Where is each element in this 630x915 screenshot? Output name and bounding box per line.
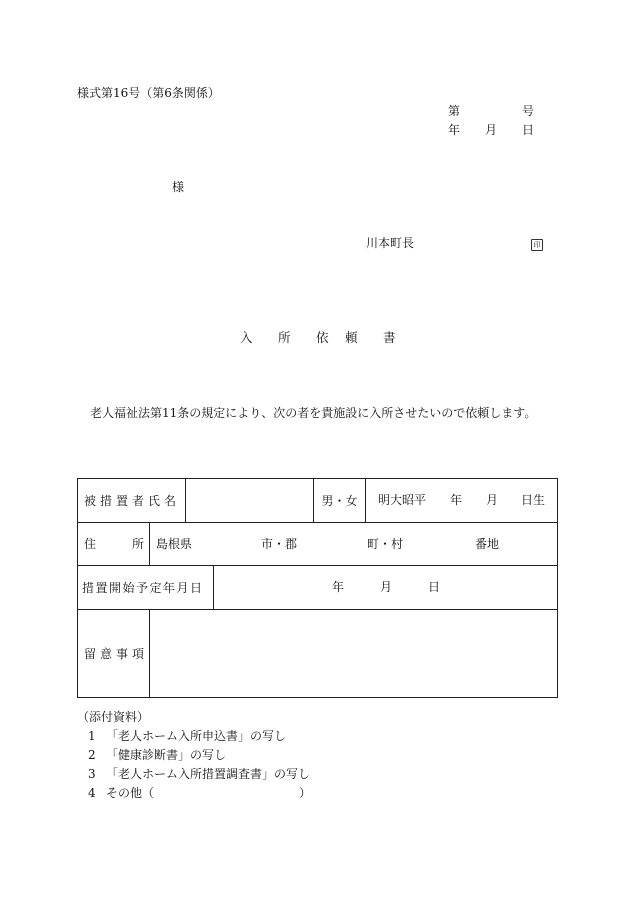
document-title xyxy=(383,331,396,345)
address-label xyxy=(78,523,150,566)
town-village: 町・村 xyxy=(367,537,404,551)
sender-title: 川本町長 xyxy=(366,236,415,250)
era-options: 明大昭平 xyxy=(378,493,427,507)
attachment-number: 3 xyxy=(88,767,96,781)
attachment-item: 「老人ホーム入所申込書」の写し xyxy=(106,729,287,743)
document-title xyxy=(240,331,253,345)
seal-icon: 印 xyxy=(531,239,543,251)
attachment-number: 4 xyxy=(88,786,96,800)
attachment-other-close: ） xyxy=(299,786,312,800)
request-form-table xyxy=(77,478,558,698)
document-title xyxy=(278,331,291,345)
attachment-item: 「健康診断書」の写し xyxy=(106,748,227,762)
document-title xyxy=(316,331,329,345)
table-row xyxy=(78,479,558,523)
notes-label: 留意事項 xyxy=(78,610,150,698)
address-field[interactable] xyxy=(150,523,558,566)
lot-number: 番地 xyxy=(475,537,500,551)
table-row xyxy=(78,566,558,610)
subject-name-field[interactable] xyxy=(186,479,314,523)
start-date-month: 月 xyxy=(380,580,393,594)
addressee-honorific: 様 xyxy=(172,180,185,194)
birth-year-unit: 年 xyxy=(450,493,463,507)
doc-number-suffix: 号 xyxy=(522,104,535,118)
city-county: 市・郡 xyxy=(261,537,298,551)
start-date-label: 措置開始予定年月日 xyxy=(78,566,214,610)
issue-date-year: 年 xyxy=(448,123,461,137)
title-char: 入 xyxy=(240,330,253,345)
issue-date-month: 月 xyxy=(485,123,498,137)
attachment-number: 2 xyxy=(88,748,96,762)
form-number: 様式第16号（第6条関係） xyxy=(77,86,220,100)
start-date-day: 日 xyxy=(428,580,441,594)
attachment-item: その他（ xyxy=(106,786,155,800)
prefecture: 島根県 xyxy=(156,537,193,551)
notes-field[interactable] xyxy=(150,610,558,698)
birth-month-unit: 月 xyxy=(486,493,499,507)
start-date-field[interactable] xyxy=(214,566,558,610)
table-row xyxy=(78,610,558,698)
title-char: 頼 xyxy=(345,330,358,345)
title-char: 書 xyxy=(383,330,396,345)
subject-name-label: 被措置者氏名 xyxy=(78,479,186,523)
start-date-year: 年 xyxy=(332,580,345,594)
attachment-number: 1 xyxy=(88,729,96,743)
title-char: 依 xyxy=(316,330,329,345)
address-label-char: 所 xyxy=(132,537,145,551)
birth-date-field[interactable] xyxy=(366,479,558,523)
body-text: 老人福祉法第11条の規定により、次の者を貴施設に入所させたいので依頼します。 xyxy=(90,406,537,420)
sex-selector[interactable]: 男・女 xyxy=(314,479,366,523)
address-label-char: 住 xyxy=(84,537,97,551)
title-char: 所 xyxy=(278,330,291,345)
seal-mark xyxy=(531,236,543,251)
issue-date-day: 日 xyxy=(522,123,535,137)
doc-number-prefix: 第 xyxy=(448,104,461,118)
table-row xyxy=(78,523,558,566)
attachment-item: 「老人ホーム入所措置調査書」の写し xyxy=(106,767,311,781)
birth-day-unit: 日生 xyxy=(521,493,546,507)
attachments-heading: （添付資料） xyxy=(77,710,150,724)
document-title xyxy=(345,331,358,345)
